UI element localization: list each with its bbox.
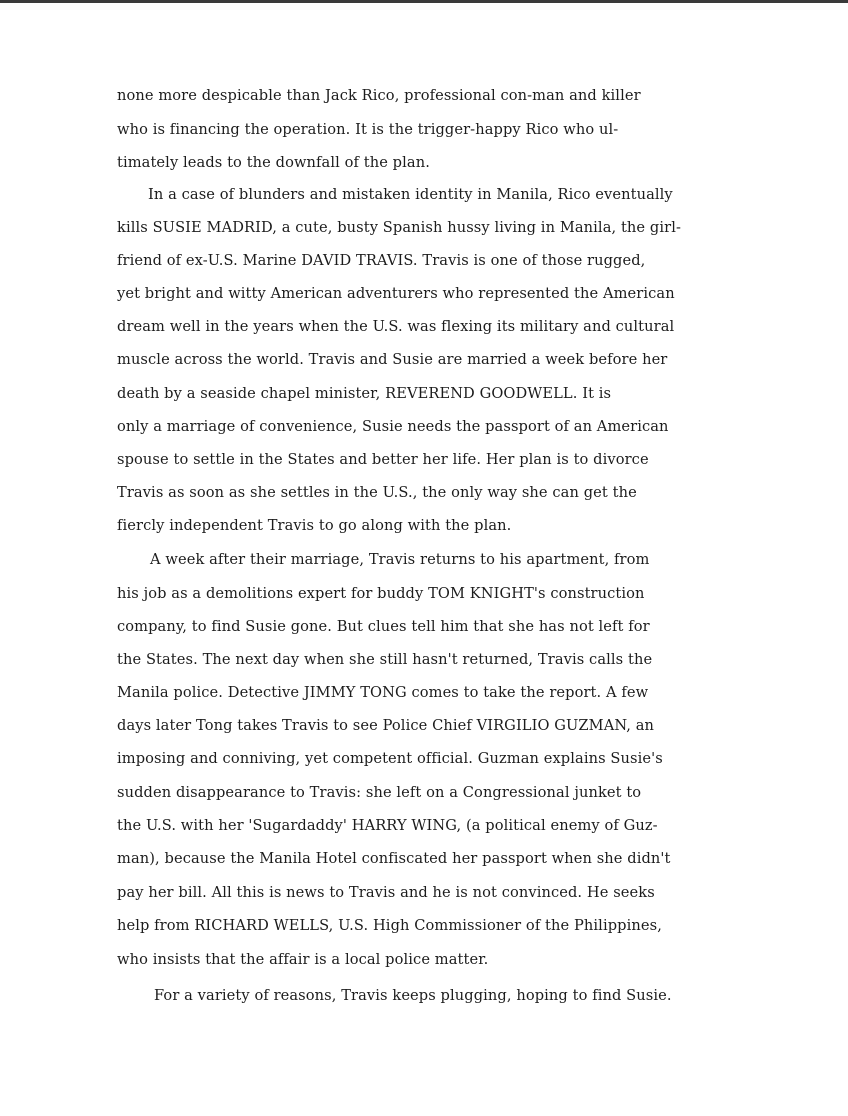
text-line: For a variety of reasons, Travis keeps plugging, hoping to find Susie. — [154, 987, 672, 1004]
text-line: death by a seaside chapel minister, REVEREND GOODWELL. It is — [117, 385, 612, 402]
text-line: In a case of blunders and mistaken identity in Manila, Rico eventually — [148, 186, 673, 203]
text-line: days later Tong takes Travis to see Police Chief VIRGILIO GUZMAN, an — [117, 717, 655, 734]
text-line: man), because the Manila Hotel confiscated her passport when she didn't — [117, 850, 671, 867]
text-line: yet bright and witty American adventurers who represented the American — [117, 285, 675, 302]
text-line: spouse to settle in the States and better her life. Her plan is to divorce — [117, 451, 649, 468]
text-line: company, to find Susie gone. But clues tell him that she has not left for — [117, 618, 650, 635]
text-line: help from RICHARD WELLS, U.S. High Commissioner of the Philippines, — [117, 917, 662, 934]
text-line: muscle across the world. Travis and Susie are married a week before her — [117, 351, 668, 368]
text-line: who insists that the affair is a local police matter. — [117, 951, 489, 968]
text-line: only a marriage of convenience, Susie needs the passport of an American — [117, 418, 669, 435]
text-line: A week after their marriage, Travis returns to his apartment, from — [150, 551, 650, 568]
text-line: fiercly independent Travis to go along with the plan. — [117, 517, 512, 534]
text-line: the U.S. with her 'Sugardaddy' HARRY WING, (a political enemy of Guz- — [117, 817, 658, 834]
text-line: who is financing the operation. It is the trigger-happy Rico who ul- — [117, 121, 619, 138]
text-line: his job as a demolitions expert for buddy TOM KNIGHT's construction — [117, 585, 645, 602]
text-line: none more despicable than Jack Rico, professional con-man and killer — [117, 87, 641, 104]
text-line: kills SUSIE MADRID, a cute, busty Spanish hussy living in Manila, the girl- — [117, 219, 681, 236]
text-line: sudden disappearance to Travis: she left on a Congressional junket to — [117, 784, 642, 801]
text-line: pay her bill. All this is news to Travis and he is not convinced. He seeks — [117, 884, 655, 901]
text-line: imposing and conniving, yet competent official. Guzman explains Susie's — [117, 750, 663, 767]
text-line: friend of ex-U.S. Marine DAVID TRAVIS. Travis is one of those rugged, — [117, 252, 646, 269]
text-line: Travis as soon as she settles in the U.S., the only way she can get the — [117, 484, 637, 501]
text-line: Manila police. Detective JIMMY TONG comes to take the report. A few — [117, 684, 649, 701]
text-line: dream well in the years when the U.S. was flexing its military and cultural — [117, 318, 675, 335]
text-line: the States. The next day when she still hasn't returned, Travis calls the — [117, 651, 653, 668]
text-line: timately leads to the downfall of the plan. — [117, 154, 430, 171]
